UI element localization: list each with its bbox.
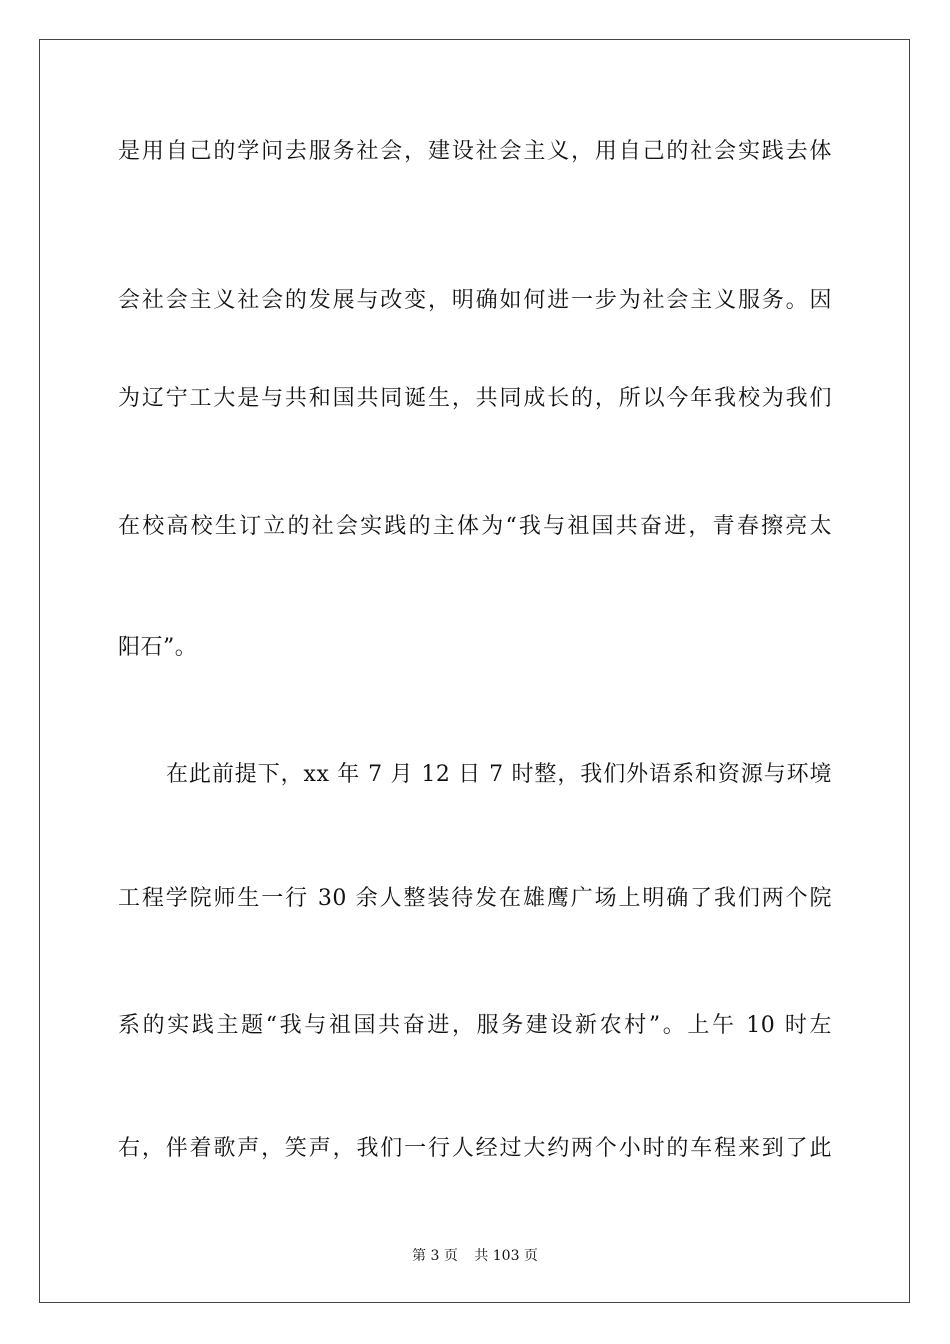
body-text-line-1: 是用自己的学问去服务社会，建设社会主义，用自己的社会实践去体: [118, 139, 832, 164]
body-text-line-5: 阳石”。: [118, 635, 198, 660]
body-text-line-8: 系的实践主题“我与祖国共奋进，服务建设新农村”。上午 10 时左: [118, 1013, 832, 1038]
body-text-line-9: 右，伴着歌声，笑声，我们一行人经过大约两个小时的车程来到了此: [118, 1136, 832, 1161]
page-frame: [39, 39, 910, 1303]
page-total: 共 103 页: [474, 1248, 538, 1264]
body-text-line-4: 在校高校生订立的社会实践的主体为“我与祖国共奋进，青春擦亮太: [118, 514, 832, 539]
page-footer: [0, 1247, 950, 1265]
body-text-line-7: 工程学院师生一行 30 余人整装待发在雄鹰广场上明确了我们两个院: [118, 886, 832, 911]
body-text-line-3: 为辽宁工大是与共和国共同诞生，共同成长的，所以今年我校为我们: [118, 386, 832, 411]
body-text-line-6: 在此前提下，xx 年 7 月 12 日 7 时整，我们外语系和资源与环境: [166, 762, 832, 787]
body-text-line-2: 会社会主义社会的发展与改变，明确如何进一步为社会主义服务。因: [118, 288, 832, 313]
page-number: 第 3 页: [412, 1248, 458, 1264]
